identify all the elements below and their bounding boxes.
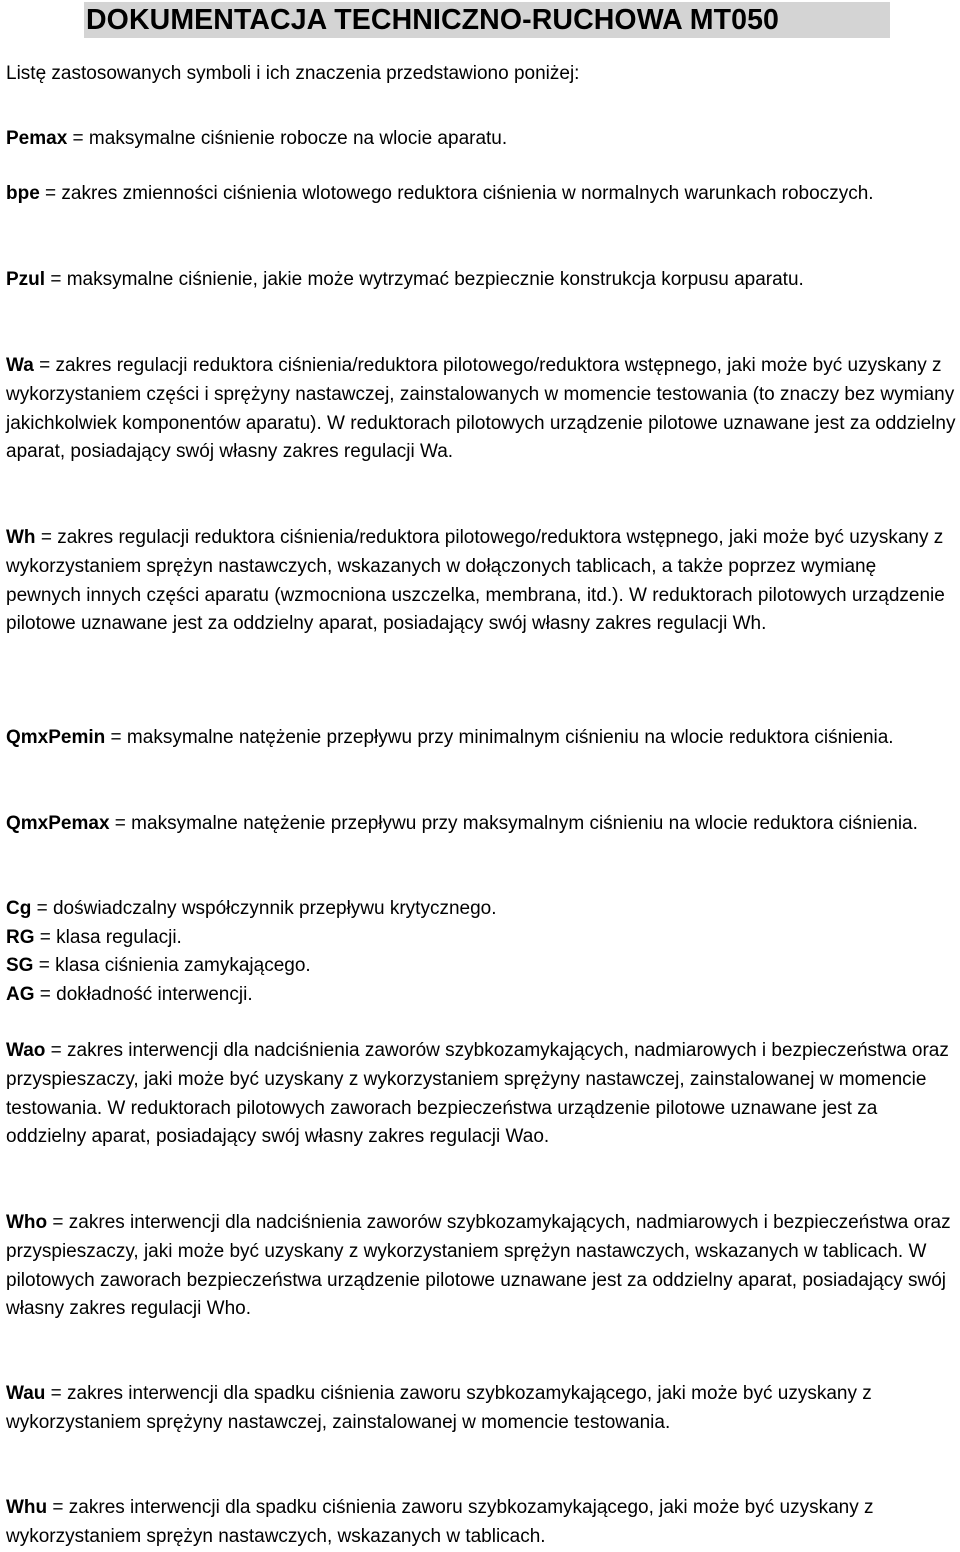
definition-text: = zakres interwencji dla spadku ciśnienia zaworu szybkozamykającego, jaki może być uzyskany z wykorzystaniem sprężyny nastawczej, zainstalowanej w momencie testowania.	[6, 1383, 872, 1433]
definition-symbol: QmxPemin	[6, 727, 106, 748]
definition-symbol: Whu	[6, 1497, 48, 1518]
definition-text: = klasa ciśnienia zamykającego.	[33, 955, 311, 976]
definition-text: = maksymalne natężenie przepływu przy minimalnym ciśnieniu na wlocie reduktora ciśnienia.	[105, 727, 894, 748]
definition-text: = doświadczalny współczynnik przepływu krytycznego.	[31, 898, 497, 919]
definition-symbol: Pzul	[6, 269, 46, 290]
definition-symbol: QmxPemax	[6, 813, 110, 834]
definition-who	[6, 1209, 956, 1324]
definition-text: = maksymalne natężenie przepływu przy maksymalnym ciśnieniu na wlocie reduktora ciśnienia.	[109, 813, 918, 834]
definition-symbol: AG	[6, 984, 35, 1005]
definition-cg	[6, 895, 956, 924]
definition-symbol: Wao	[6, 1040, 46, 1061]
definition-pzul	[6, 266, 956, 295]
definition-text: = dokładność interwencji.	[34, 984, 253, 1005]
definition-symbol: bpe	[6, 183, 40, 204]
definition-sg	[6, 952, 956, 981]
definition-wao	[6, 1037, 956, 1152]
definition-text: = zakres regulacji reduktora ciśnienia/reduktora pilotowego/reduktora wstępnego, jaki może być uzyskany z wykorzystaniem części i sprężyny nastawczej, zainstalowanych w momencie testowania (to znaczy bez wymiany jakichkolwiek komponentów aparatu). W reduktorach pilotowych urządzenie pilotowe uznawane jest za oddzielny aparat, posiadający swój własny zakres regulacji Wa.	[6, 355, 956, 463]
definition-symbol: RG	[6, 927, 35, 948]
definition-text: = klasa regulacji.	[34, 927, 182, 948]
definition-rg	[6, 924, 956, 953]
definition-symbol: Pemax	[6, 128, 68, 149]
definition-pemax	[6, 125, 956, 154]
definition-symbol: Who	[6, 1212, 48, 1233]
definition-whu	[6, 1494, 956, 1552]
page-title: DOKUMENTACJA TECHNICZNO-RUCHOWA MT050	[86, 4, 779, 36]
definition-wh	[6, 524, 956, 639]
definition-wau	[6, 1380, 956, 1438]
definition-ag	[6, 981, 956, 1010]
definition-text: = zakres interwencji dla nadciśnienia zaworów szybkozamykających, nadmiarowych i bezpieczeństwa oraz przyspieszaczy, jaki może być uzyskany z wykorzystaniem sprężyny nastawczej, zainstalowanej w momencie testowania. W reduktorach pilotowych zaworach bezpieczeństwa urządzenie pilotowe uznawane jest za oddzielny aparat, posiadający swój własny zakres regulacji Wao.	[6, 1040, 949, 1148]
definition-symbol: Wau	[6, 1383, 46, 1404]
definition-symbol: Wa	[6, 355, 34, 376]
definition-symbol: SG	[6, 955, 34, 976]
definition-symbol: Cg	[6, 898, 32, 919]
definition-text: = zakres zmienności ciśnienia wlotowego reduktora ciśnienia w normalnych warunkach roboczych.	[39, 183, 874, 204]
definition-symbol: Wh	[6, 527, 36, 548]
definition-wa	[6, 352, 956, 467]
definition-qmxpemin	[6, 724, 956, 753]
definition-text: = maksymalne ciśnienie robocze na wlocie aparatu.	[67, 128, 508, 149]
definition-bpe	[6, 180, 956, 209]
definition-text: = maksymalne ciśnienie, jakie może wytrzymać bezpiecznie konstrukcja korpusu aparatu.	[45, 269, 804, 290]
definition-text: = zakres regulacji reduktora ciśnienia/reduktora pilotowego/reduktora wstępnego, jaki może być uzyskany z wykorzystaniem sprężyn nastawczych, wskazanych w dołączonych tablicach, a także poprzez wymianę pewnych innych części aparatu (wzmocniona uszczelka, membrana, itd.). W reduktorach pilotowych urządzenie pilotowe uznawane jest za oddzielny aparat, posiadający swój własny zakres regulacji Wh.	[6, 527, 945, 635]
definition-qmxpemax	[6, 810, 956, 839]
intro-text: Listę zastosowanych symboli i ich znaczenia przedstawiono poniżej:	[6, 63, 580, 84]
definition-text: = zakres interwencji dla nadciśnienia zaworów szybkozamykających, nadmiarowych i bezpieczeństwa oraz przyspieszaczy, jaki może być uzyskany z wykorzystaniem sprężyn nastawczych, wskazanych w tablicach. W pilotowych zaworach bezpieczeństwa urządzenie pilotowe uznawane jest za oddzielny aparat, posiadający swój własny zakres regulacji Who.	[6, 1212, 951, 1320]
definition-text: = zakres interwencji dla spadku ciśnienia zaworu szybkozamykającego, jaki może być uzyskany z wykorzystaniem sprężyn nastawczych, wskazanych w tablicach.	[6, 1497, 874, 1547]
